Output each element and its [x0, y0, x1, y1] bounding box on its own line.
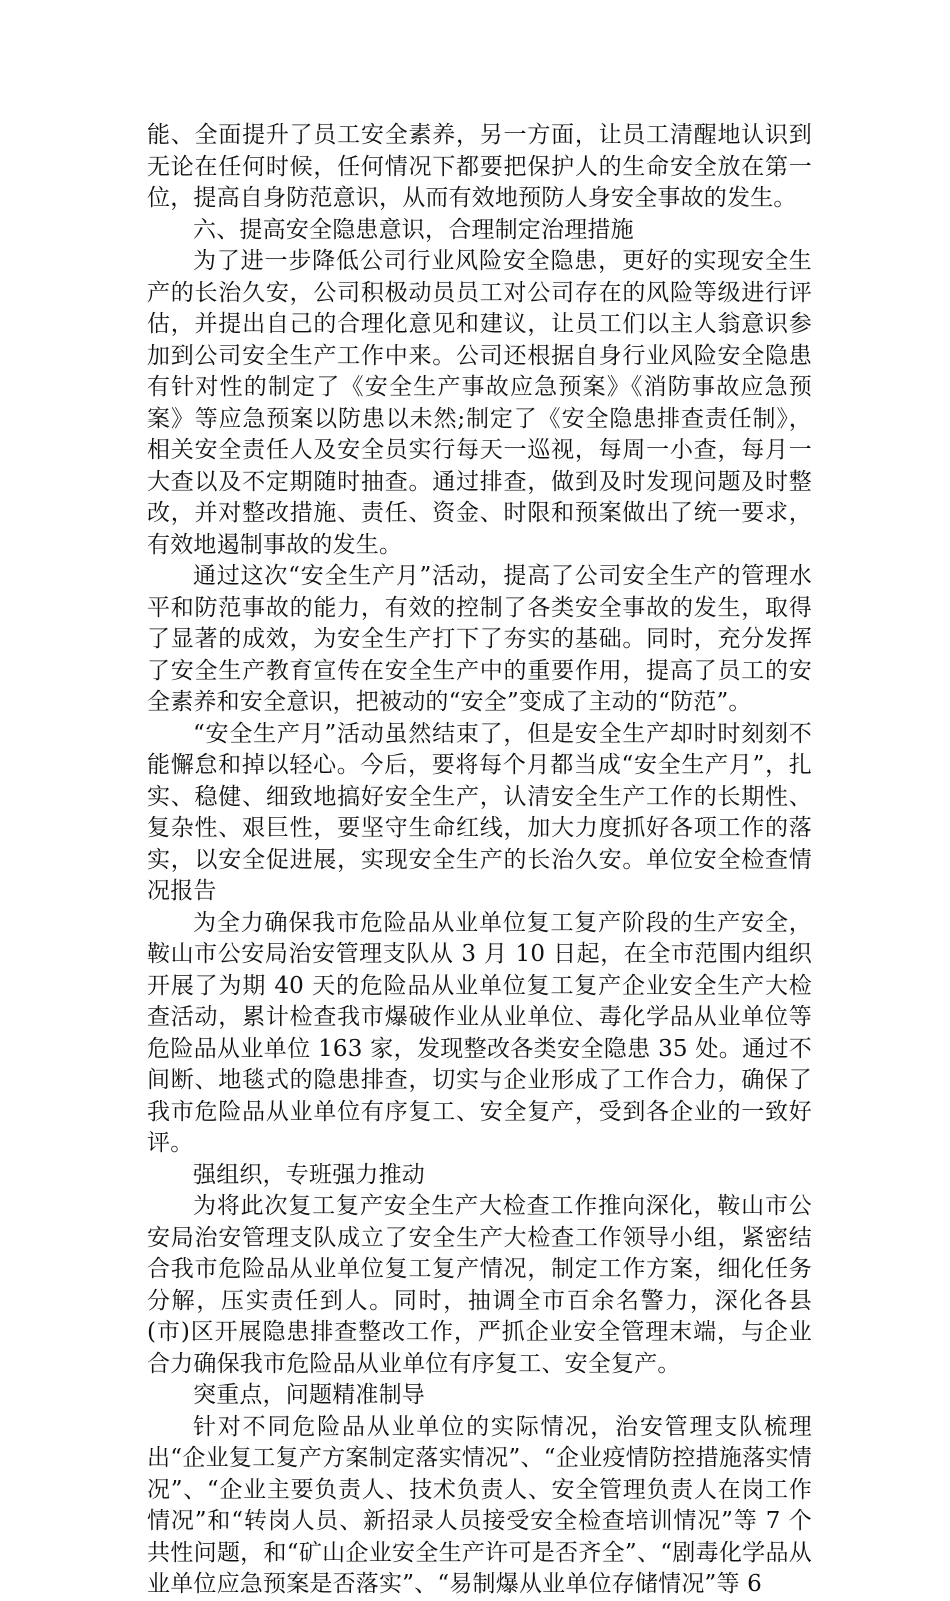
section-heading-6: 六、提高安全隐患意识，合理制定治理措施 — [193, 216, 634, 243]
paragraph-key-points: 针对不同危险品从业单位的实际情况，治安管理支队梳理出“企业复工复产方案制定落实情况”、“企业疫情防控措施落实情况”、“企业主要负责人、技术负责人、安全管理负责人在岗工作情况”和“转岗人员、新招录人员接受安全检查培训情况”等 7 个共性问题，和“矿山企业安全生产许可是否齐全”、“剧毒化学品从业单位应急预案是否落实”、“易制爆从业单位存储情况”等 6 — [147, 1413, 812, 1597]
paragraph-report-intro: 为全力确保我市危险品从业单位复工复产阶段的生产安全，鞍山市公安局治安管理支队从 3 月 10 日起，在全市范围内组织开展了为期 40 天的危险品从业单位复工复产企业安全生产大检查活动，累计检查我市爆破作业从业单位、毒化学品从业单位等危险品从业单位 163 家，发现整改各类安全隐患 35 处。通过不间断、地毯式的隐患排查，切实与企业形成了工作合力，确保了我市危险品从业单位有序复工、安全复产，受到各企业的一致好评。 — [147, 909, 812, 1156]
paragraph-activity-results: 通过这次“安全生产月”活动，提高了公司安全生产的管理水平和防范事故的能力，有效的控制了各类安全事故的发生，取得了显著的成效，为安全生产打下了夯实的基础。同时，充分发挥了安全生产教育宣传在安全生产中的重要作用，提高了员工的安全素养和安全意识，把被动的“安全”变成了主动的“防范”。 — [147, 563, 812, 715]
paragraph-organization: 为将此次复工复产安全生产大检查工作推向深化，鞍山市公安局治安管理支队成立了安全生产大检查工作领导小组，紧密结合我市危险品从业单位复工复产情况，制定工作方案，细化任务分解，压实责任到人。同时，抽调全市百余名警力，深化各县(市)区开展隐患排查整改工作，严抓企业安全管理末端，与企业合力确保我市危险品从业单位有序复工、安全复产。 — [147, 1193, 812, 1377]
paragraph-continuation: 能、全面提升了员工安全素养，另一方面，让员工清醒地认识到无论在任何时候，任何情况下都要把保护人的生命安全放在第一位，提高自身防范意识，从而有效地预防人身安全事故的发生。 — [147, 122, 812, 211]
subheading-organization: 强组织，专班强力推动 — [193, 1161, 425, 1188]
document-body — [147, 120, 812, 1601]
subheading-key-points: 突重点，问题精准制导 — [193, 1382, 425, 1408]
paragraph-conclusion: “安全生产月”活动虽然结束了，但是安全生产却时时刻刻不能懈怠和掉以轻心。今后，要将每个月都当成“安全生产月”，扎实、稳健、细致地搞好安全生产，认清安全生产工作的长期性、复杂性、艰巨性，要坚守生命红线，加大力度抓好各项工作的落实，以安全促进展，实现安全生产的长治久安。单位安全检查情况报告 — [147, 720, 812, 904]
paragraph-risk-measures: 为了进一步降低公司行业风险安全隐患，更好的实现安全生产的长治久安，公司积极动员员工对公司存在的风险等级进行评估，并提出自己的合理化意见和建议，让员工们以主人翁意识参加到公司安全生产工作中来。公司还根据自身行业风险安全隐患有针对性的制定了《安全生产事故应急预案》《消防事故应急预案》等应急预案以防患以未然;制定了《安全隐患排查责任制》，相关安全责任人及安全员实行每天一巡视，每周一小查，每月一大查以及不定期随时抽查。通过排查，做到及时发现问题及时整改，并对整改措施、责任、资金、时限和预案做出了统一要求，有效地遏制事故的发生。 — [147, 248, 812, 558]
